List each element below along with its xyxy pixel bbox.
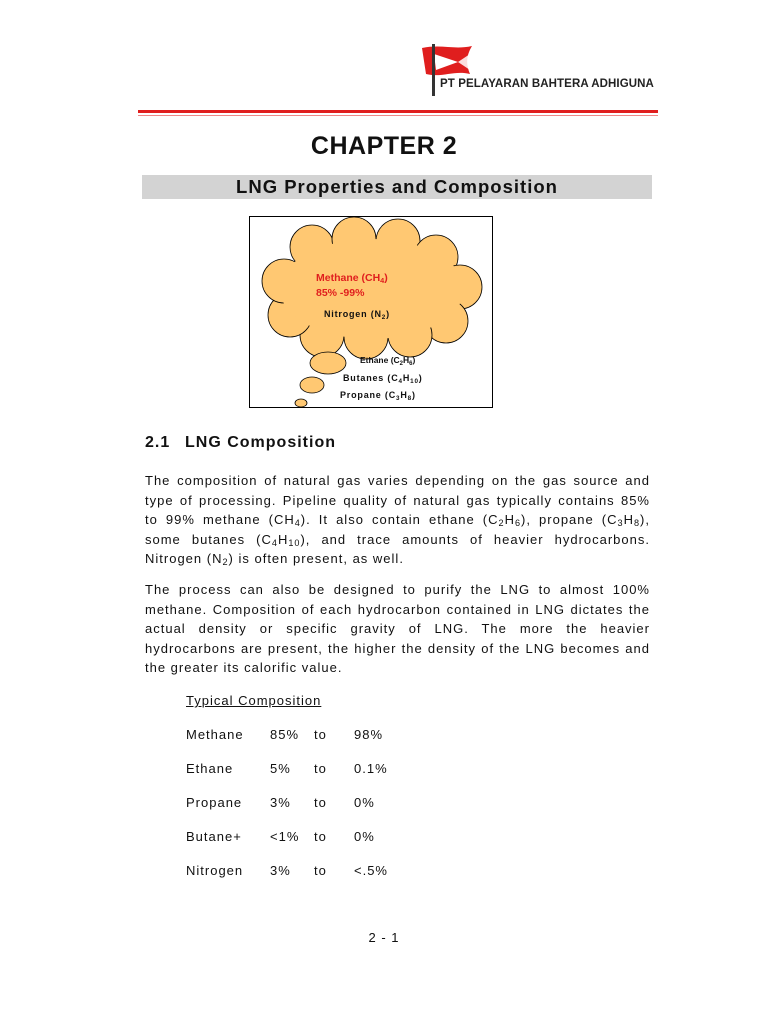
- section-title: LNG Composition: [185, 434, 336, 451]
- range-from: 85%: [270, 727, 300, 742]
- range-until: <.5%: [354, 863, 388, 878]
- chapter-title: CHAPTER 2: [310, 132, 458, 160]
- methane-label: Methane $(CH_4)$: [316, 272, 388, 285]
- section-number: 2.1: [145, 434, 171, 451]
- flag-pole: [432, 44, 435, 96]
- range-to-word: to: [314, 795, 327, 810]
- range-to-word: to: [314, 727, 327, 742]
- component-name: Nitrogen: [186, 863, 244, 878]
- range-until: 0%: [354, 795, 375, 810]
- paragraph-composition: The composition of natural gas varies depending on the gas source and type of processing. Pipeline quality of natural gas typically contains 85% to 99% methane $(CH_4)$. It also contain ethane $(C_2H_6)$, propane $(C_3H_8)$, some butanes $(C_4H_{10})$, and trace amounts of heavier hydrocarbons. Nitrogen $(N_2)$ is often present, as well.: [145, 473, 650, 567]
- ethane-label: Ethane $(C_2H_6)$: [360, 355, 416, 367]
- thought-bubbles: [295, 352, 346, 407]
- methane-range: 85% -99%: [316, 287, 365, 299]
- range-from: 3%: [270, 863, 291, 878]
- propane-label: Propane $(C_3H_8)$: [340, 390, 416, 402]
- header-rule: [138, 110, 658, 113]
- composition-figure: [249, 216, 493, 408]
- component-name: Ethane: [186, 761, 234, 776]
- header-rule-thin: [138, 115, 658, 116]
- butanes-label: Butanes $(C_4H_{10})$: [343, 373, 423, 385]
- page-number: 2 - 1: [368, 930, 400, 945]
- component-name: Methane: [186, 727, 244, 742]
- range-until: 98%: [354, 727, 384, 742]
- nitrogen-label: Nitrogen $(N_2)$: [324, 309, 390, 321]
- range-to-word: to: [314, 863, 327, 878]
- range-from: 5%: [270, 761, 291, 776]
- range-to-word: to: [314, 761, 327, 776]
- range-to-word: to: [314, 829, 327, 844]
- table-title: Typical Composition: [186, 693, 322, 708]
- range-until: 0.1%: [354, 761, 388, 776]
- range-from: 3%: [270, 795, 291, 810]
- component-name: Butane+: [186, 829, 242, 844]
- company-name: PT PELAYARAN BAHTERA ADHIGUNA: [440, 78, 654, 90]
- component-name: Propane: [186, 795, 243, 810]
- range-from: <1%: [270, 829, 300, 844]
- chapter-subtitle: LNG Properties and Composition: [142, 175, 652, 199]
- section-heading: [145, 434, 336, 452]
- range-until: 0%: [354, 829, 375, 844]
- paragraph-process: The process can also be designed to purify the LNG to almost 100% methane. Composition of each hydrocarbon contained in LNG dictates the actual density or specific gravity of LNG. The more the heavier hydrocarbons are present, the higher the density of the LNG becomes and the greater its calorific value.: [145, 582, 650, 675]
